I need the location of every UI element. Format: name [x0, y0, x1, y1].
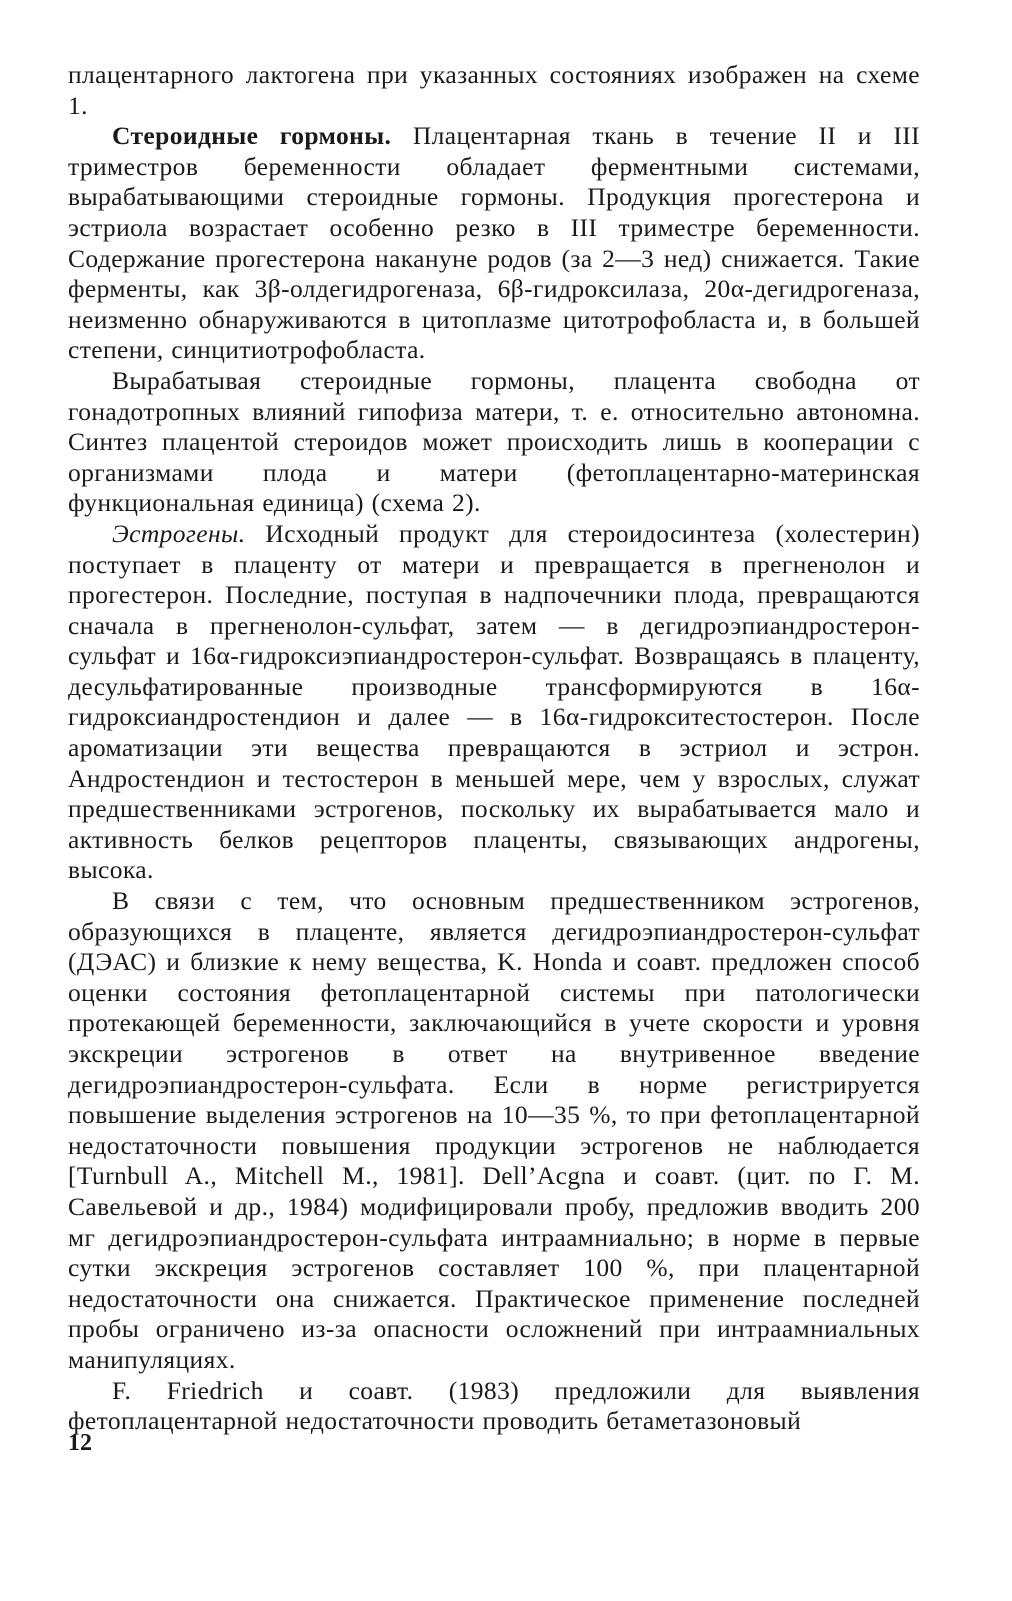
paragraph-steroid-hormones [68, 121, 920, 366]
paragraph-text: Плацентарная ткань в течение II и III триместров беременности обладает ферментными системами, вырабатывающими стероидные гормоны. Продукция прогестерона и эстриола возрастает особенно резко в III триместре беременности. Содержание прогестерона накануне родов (за 2—3 нед) снижается. Такие ферменты, как 3β-олдегидрогеназа, 6β-гидроксилаза, 20α-дегидрогеназа, неизменно обнаруживаются в цитоплазме цитотрофобласта и, в большей степени, синцитиотрофобласта. [68, 121, 921, 365]
section-heading-steroid-hormones: Стероидные гормоны. [112, 121, 392, 151]
paragraph-estrogens [68, 519, 920, 886]
paragraph-text: В связи с тем, что основным предшественником эстрогенов, образующихся в плаценте, является дегидроэпиандростерон-сульфат (ДЭАС) и близкие к нему вещества, K. Honda и соавт. предложен способ оценки состояния фетоплацентарной системы при патологически протекающей беременности, заключающийся в учете скорости и уровня экскреции эстрогенов в ответ на внутривенное введение дегидроэпиандростерон-сульфата. Если в норме регистрируется повышение выделения эстрогенов на 10—35 %, то при фетоплацентарной недостаточности повышения продукции эстрогенов не наблюдается [Turnbull A., Mitchell M., 1981]. Dell’Acgna и соавт. (цит. по Г. М. Савельевой и др., 1984) модифицировали пробу, предложив вводить 200 мг дегидроэпиандростерон-сульфата интраамниально; в норме в первые сутки экскреция эстрогенов составляет 100 %, при плацентарной недостаточности она снижается. Практическое применение последней пробы ограничено из-за опасности осложнений при интраамниальных манипуляциях. [68, 886, 920, 1374]
page-body [68, 60, 920, 1437]
paragraph-text: Вырабатывая стероидные гормоны, плацента свободна от гонадотропных влияний гипофиза матери, т. е. относительно автономна. Синтез плацентой стероидов может происходить лишь в кооперации с организмами плода и матери (фетоплацентарно-материнская функциональная единица) (схема 2). [68, 365, 920, 518]
page-number: 12 [68, 1430, 92, 1456]
paragraph-text: F. Friedrich и соавт. (1983) предложили для выявления фетоплацентарной недостаточности проводить бетаметазоновый [68, 1375, 920, 1436]
paragraph-dheas-test [68, 886, 920, 1376]
paragraph-continuation [68, 60, 920, 121]
paragraph-friedrich [68, 1376, 920, 1437]
paragraph-text: Исходный продукт для стероидосинтеза (холестерин) поступает в плаценту от матери и превращается в прегненолон и прогестерон. Последние, поступая в надпочечники плода, превращаются сначала в прегненолон-сульфат, затем — в дегидроэпиандростерон-сульфат и 16α-гидроксиэпиандростерон-сульфат. Возвращаясь в плаценту, десульфатированные производные трансформируются в 16α-гидроксиандростендион и далее — в 16α-гидрокситестостерон. После ароматизации эти вещества превращаются в эстриол и эстрон. Андростендион и тестостерон в меньшей мере, чем у взрослых, служат предшественниками эстрогенов, поскольку их вырабатывается мало и активность белков рецепторов плаценты, связывающих андрогены, высока. [68, 518, 920, 885]
paragraph-autonomy [68, 366, 920, 519]
paragraph-text: плацентарного лактогена при указанных состояниях изображен на схеме 1. [68, 60, 920, 120]
subsection-heading-estrogens: Эстрогены. [112, 518, 246, 548]
